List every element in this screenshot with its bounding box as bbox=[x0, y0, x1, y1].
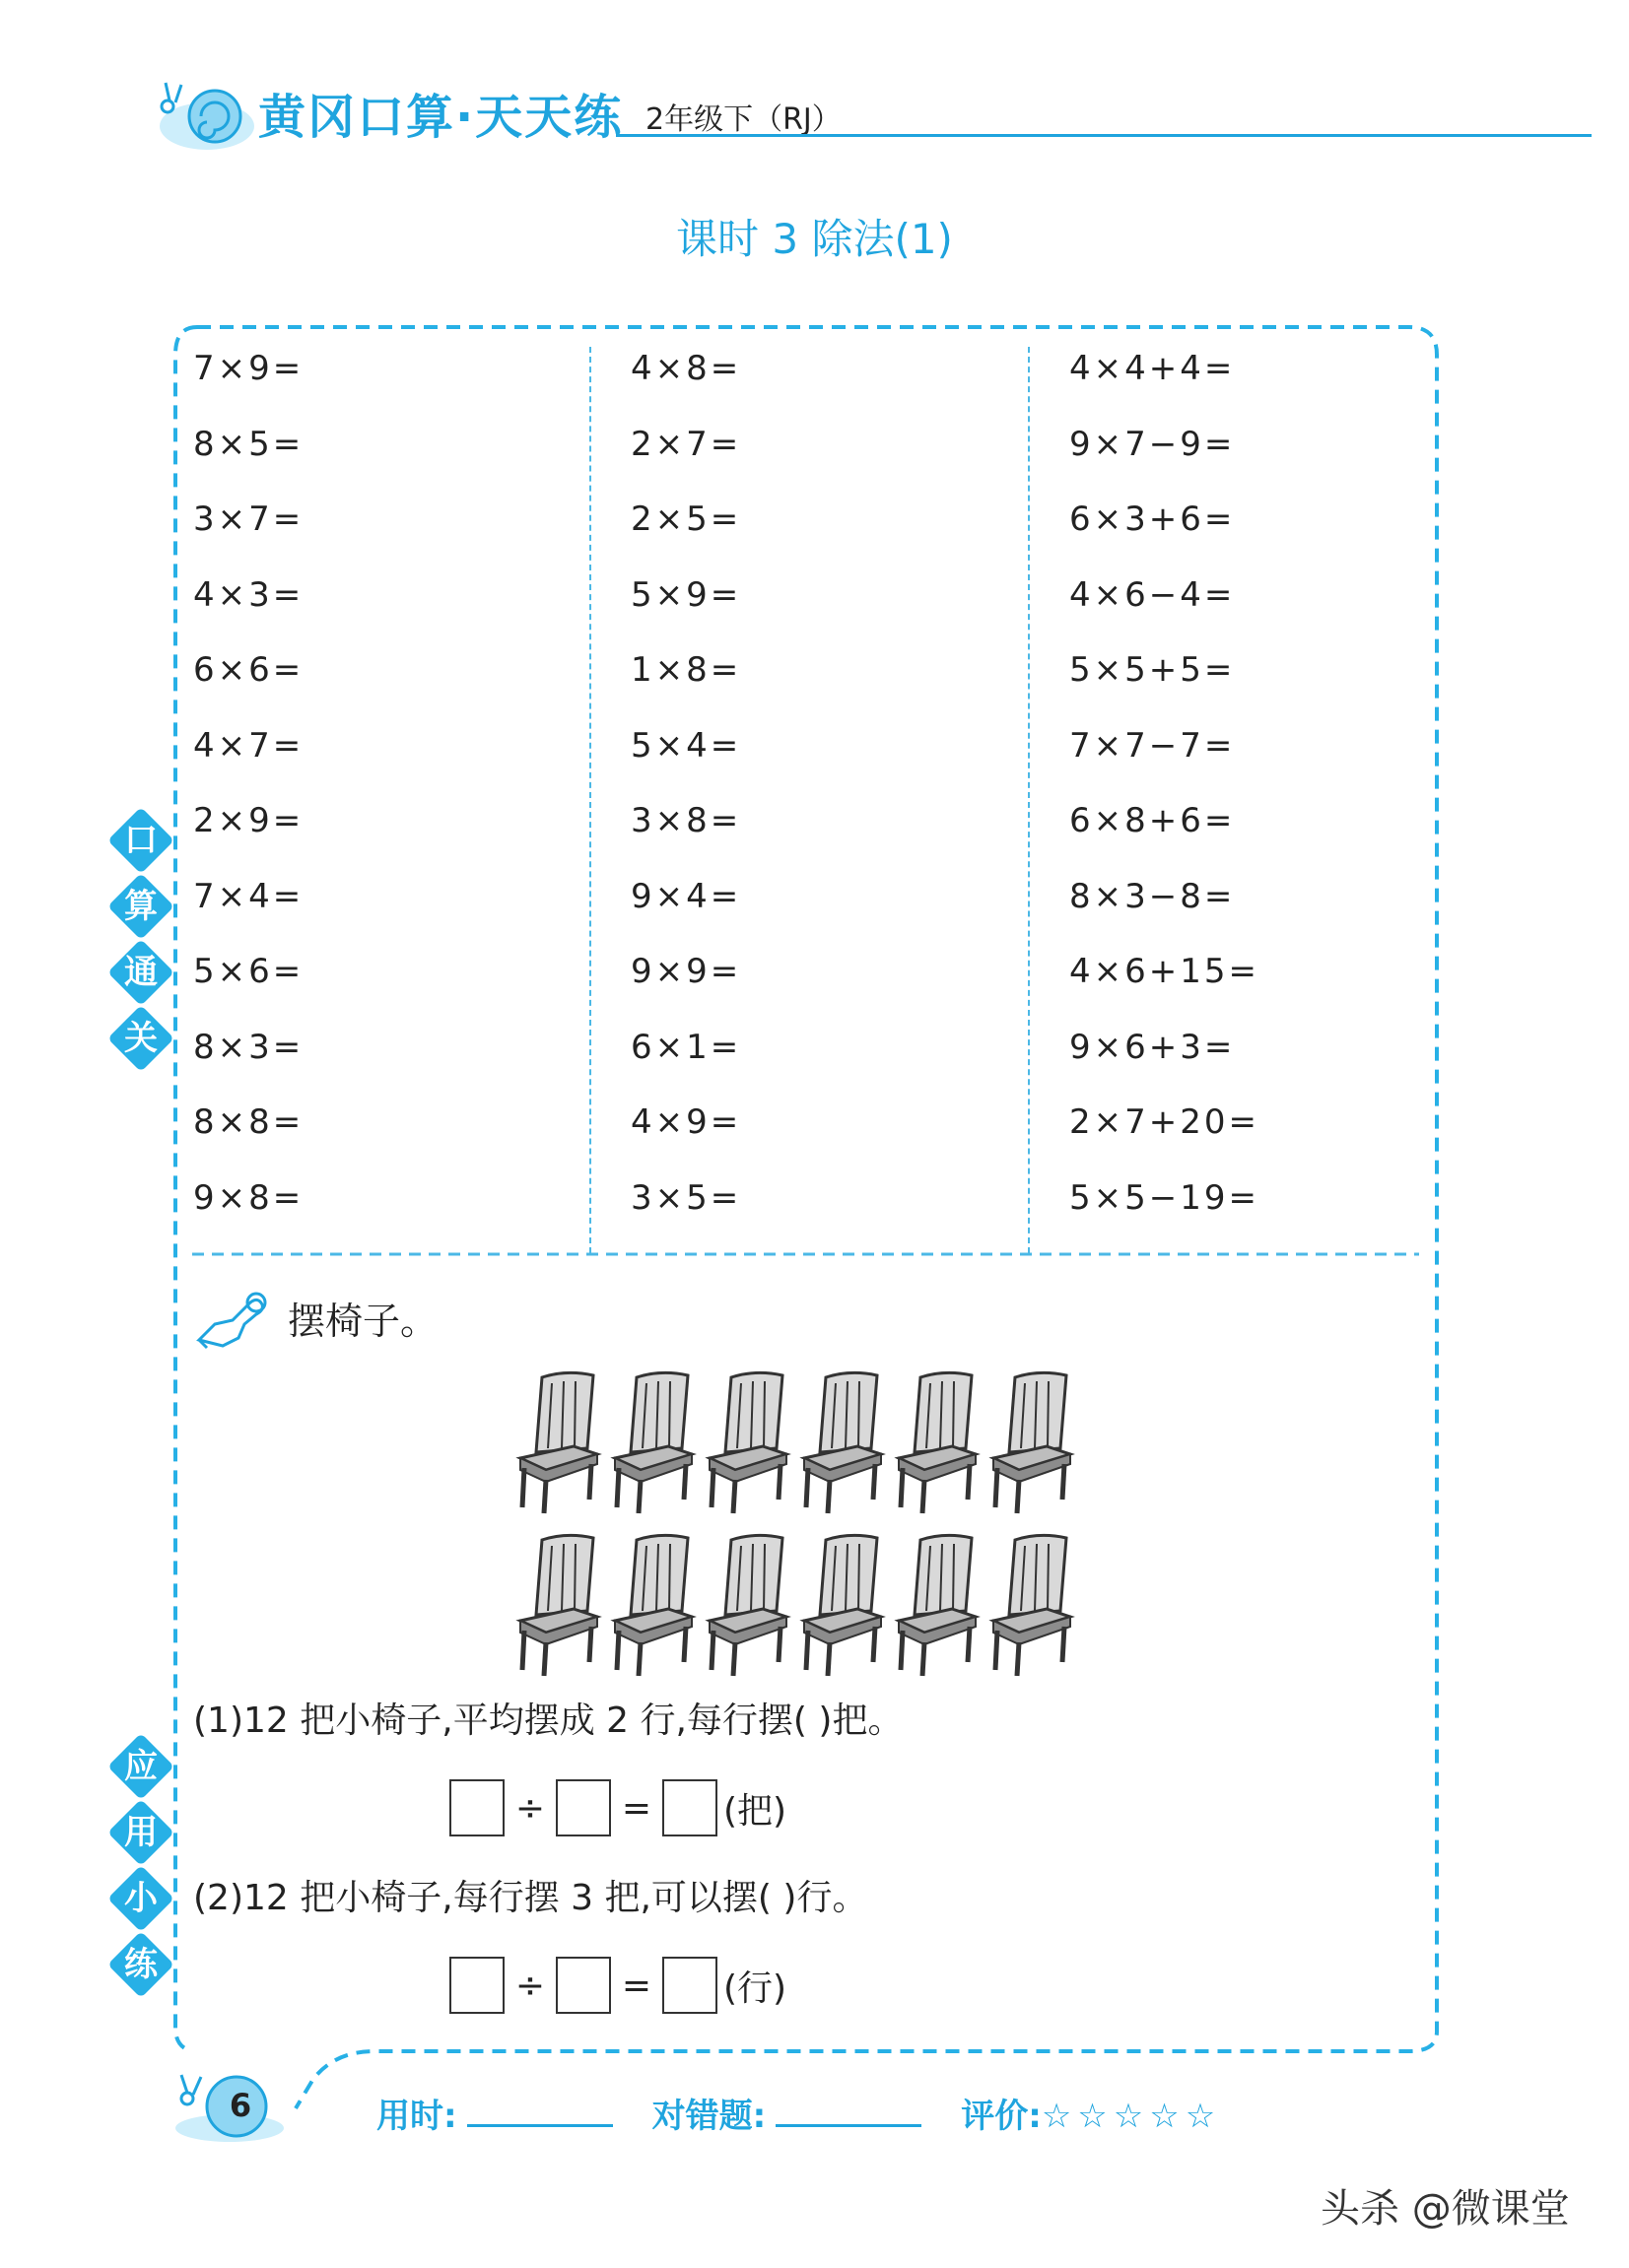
problem-item: 5×5+5= bbox=[1069, 650, 1236, 690]
column-divider bbox=[1028, 347, 1030, 1253]
problem-item: 5×9= bbox=[631, 574, 742, 615]
problem-item: 2×5= bbox=[631, 500, 742, 539]
problem-item: 4×6−4= bbox=[1069, 574, 1236, 615]
unit-label: (把) bbox=[723, 1790, 787, 1832]
watermark: 头杀 @微课堂 bbox=[1321, 2186, 1570, 2232]
side-label-applied bbox=[108, 1734, 173, 1998]
problem-item: 6×1= bbox=[631, 1027, 742, 1067]
problem-item: 6×3+6= bbox=[1069, 500, 1236, 539]
problem-item: 4×6+15= bbox=[1069, 952, 1259, 991]
time-blank[interactable] bbox=[467, 2099, 613, 2127]
rating-label: 评价: bbox=[961, 2097, 1042, 2136]
lesson-title: 课时 3 除法(1) bbox=[676, 215, 953, 263]
problem-item: 9×9= bbox=[631, 952, 742, 991]
side-label-char: 用 bbox=[108, 1800, 173, 1865]
time-label: 用时: bbox=[376, 2097, 457, 2136]
chair-icon bbox=[520, 1372, 597, 1513]
problem-item: 2×7= bbox=[631, 424, 742, 464]
equals-sign: = bbox=[621, 1787, 652, 1829]
problem-item: 9×6+3= bbox=[1069, 1027, 1236, 1067]
side-label-char: 小 bbox=[108, 1866, 173, 1931]
problem-item: 4×8= bbox=[631, 349, 742, 388]
chair-icon bbox=[993, 1372, 1070, 1513]
problem-column-3 bbox=[1069, 343, 1259, 1247]
answer-box[interactable] bbox=[449, 1779, 505, 1836]
problem-item: 5×5−19= bbox=[1069, 1177, 1259, 1218]
side-label-char: 练 bbox=[108, 1932, 173, 1997]
problem-item: 6×6= bbox=[193, 650, 305, 690]
question-2: (2)12 把小椅子,每行摆 3 把,可以摆( )行。 bbox=[193, 1878, 868, 1918]
chair-icon bbox=[804, 1535, 881, 1676]
chair-icon bbox=[899, 1372, 976, 1513]
question-1: (1)12 把小椅子,平均摆成 2 行,每行摆( )把。 bbox=[193, 1701, 904, 1741]
problem-column-2 bbox=[631, 343, 741, 1247]
problem-item: 4×3= bbox=[193, 574, 305, 615]
problem-item: 8×3= bbox=[193, 1027, 305, 1067]
chair-icon bbox=[710, 1372, 786, 1513]
problem-item: 2×7+20= bbox=[1069, 1102, 1259, 1142]
chair-icon bbox=[615, 1372, 692, 1513]
errors-blank[interactable] bbox=[776, 2099, 921, 2127]
problem-item: 7×9= bbox=[193, 349, 305, 388]
problem-item: 3×8= bbox=[631, 801, 742, 840]
chair-icon bbox=[804, 1372, 881, 1513]
page-number: 6 bbox=[229, 2087, 252, 2124]
problem-item: 8×3−8= bbox=[1069, 876, 1236, 916]
equals-sign: = bbox=[621, 1965, 652, 2006]
footer-bar bbox=[376, 2089, 1221, 2137]
rating-stars[interactable]: ☆☆☆☆☆ bbox=[1041, 2097, 1222, 2136]
divide-sign: ÷ bbox=[514, 1965, 546, 2006]
problem-item: 4×7= bbox=[193, 725, 305, 766]
problem-item: 8×5= bbox=[193, 424, 305, 464]
applied-title: 摆椅子。 bbox=[288, 1300, 439, 1343]
side-label-char: 算 bbox=[108, 874, 173, 939]
answer-box[interactable] bbox=[556, 1779, 611, 1836]
side-label-char: 口 bbox=[108, 808, 173, 873]
chair-icon bbox=[899, 1535, 976, 1676]
grade-label: 2年级下（RJ） bbox=[645, 102, 842, 137]
side-label-char: 应 bbox=[108, 1734, 173, 1799]
answer-box[interactable] bbox=[662, 1957, 717, 2014]
answer-box[interactable] bbox=[449, 1957, 505, 2014]
problem-item: 6×8+6= bbox=[1069, 801, 1236, 840]
unit-label: (行) bbox=[723, 1968, 787, 2009]
problem-item: 7×4= bbox=[193, 876, 305, 916]
problem-item: 1×8= bbox=[631, 650, 742, 690]
errors-label: 对错题: bbox=[651, 2097, 767, 2136]
problem-item: 9×4= bbox=[631, 876, 742, 916]
chairs-illustration bbox=[512, 1369, 1114, 1685]
brand-title: 黄冈口算·天天练 bbox=[258, 90, 624, 145]
side-label-char: 关 bbox=[108, 1006, 173, 1071]
problem-item: 9×7−9= bbox=[1069, 424, 1236, 464]
problem-item: 8×8= bbox=[193, 1102, 305, 1142]
chair-icon bbox=[615, 1535, 692, 1676]
problem-item: 5×6= bbox=[193, 952, 305, 991]
problem-item: 5×4= bbox=[631, 725, 742, 766]
problem-item: 4×9= bbox=[631, 1102, 742, 1142]
problem-item: 2×9= bbox=[193, 801, 305, 840]
pointing-hand-icon bbox=[193, 1281, 272, 1350]
equation-2 bbox=[449, 1957, 786, 2014]
chair-icon bbox=[710, 1535, 786, 1676]
divide-sign: ÷ bbox=[514, 1787, 546, 1829]
answer-box[interactable] bbox=[662, 1779, 717, 1836]
chair-icon bbox=[993, 1535, 1070, 1676]
problem-item: 3×7= bbox=[193, 500, 305, 539]
column-divider bbox=[589, 347, 591, 1253]
chair-icon bbox=[520, 1535, 597, 1676]
answer-box[interactable] bbox=[556, 1957, 611, 2014]
problem-item: 4×4+4= bbox=[1069, 349, 1236, 388]
problem-column-1 bbox=[193, 343, 304, 1247]
problem-item: 9×8= bbox=[193, 1177, 305, 1218]
equation-1 bbox=[449, 1779, 786, 1836]
side-label-char: 通 bbox=[108, 940, 173, 1005]
problem-item: 7×7−7= bbox=[1069, 725, 1236, 766]
side-label-oral bbox=[108, 808, 173, 1072]
problem-item: 3×5= bbox=[631, 1177, 742, 1218]
